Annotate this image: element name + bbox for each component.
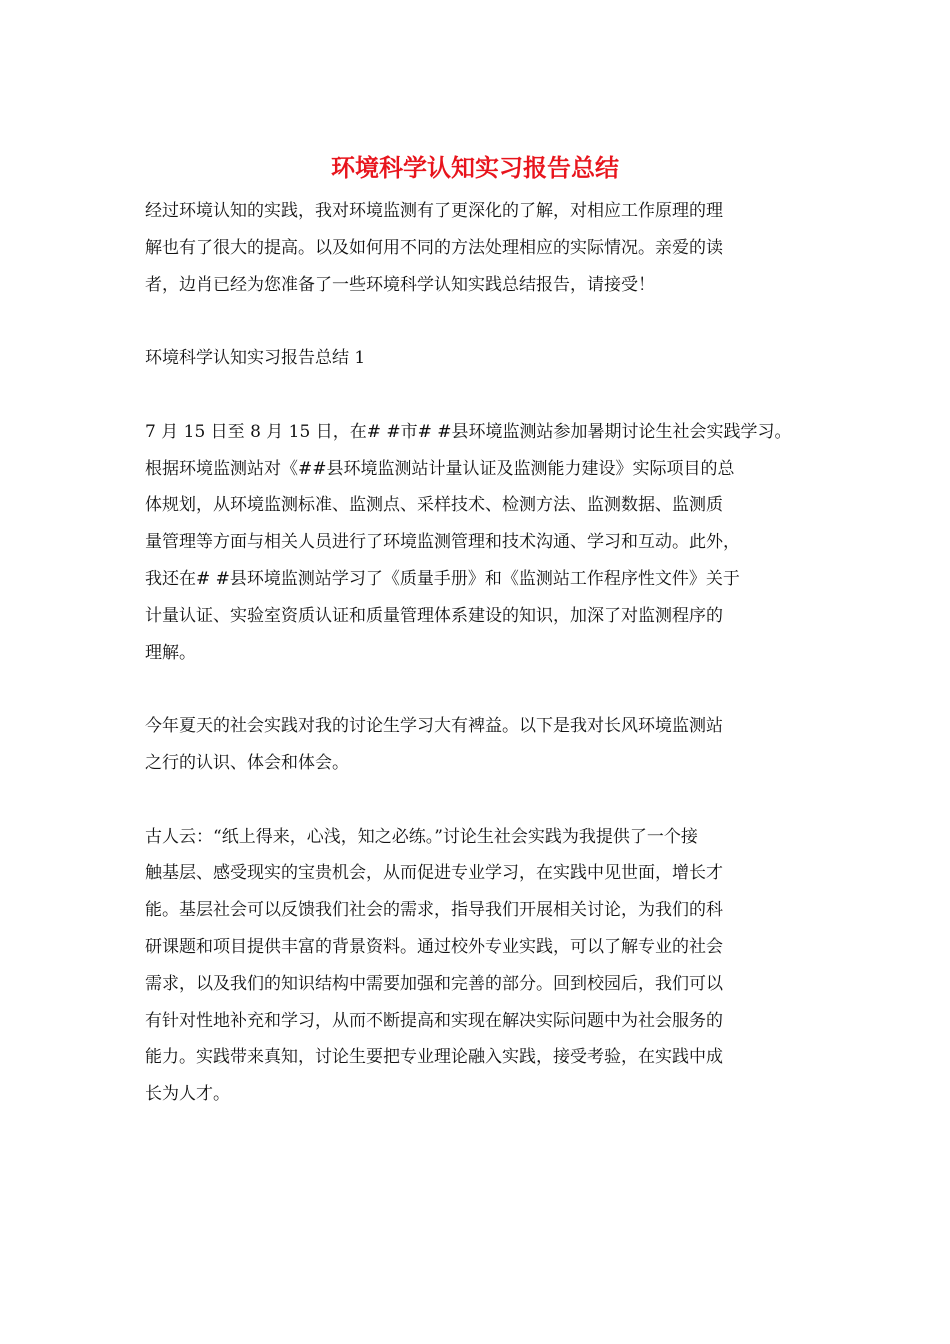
- paragraph-gap: [145, 303, 815, 340]
- paragraph-gap: [145, 377, 815, 414]
- section-heading: [145, 340, 815, 377]
- paragraph-gap: [145, 671, 815, 708]
- text-line: 古人云：“纸上得来，心浅，知之必练。”讨论生社会实践为我提供了一个接: [145, 826, 698, 847]
- text-line: 之行的认识、体会和体会。: [145, 752, 349, 773]
- text-line: 根据环境监测站对《##县环境监测站计量认证及监测能力建设》实际项目的总: [145, 458, 735, 479]
- text-line: 经过环境认知的实践，我对环境监测有了更深化的了解，对相应工作原理的理: [145, 201, 723, 221]
- document-title: 环境科学认知实习报告总结: [331, 153, 619, 182]
- intro-paragraph: [145, 193, 815, 303]
- text-line: 理解。: [145, 642, 196, 663]
- text-line: 体规划，从环境监测标准、监测点、采样技术、检测方法、监测数据、监测质: [145, 495, 723, 516]
- text-line: 量管理等方面与相关人员进行了环境监测管理和技术沟通、学习和互动。此外，: [145, 532, 740, 553]
- text-line: 能。基层社会可以反馈我们社会的需求，指导我们开展相关讨论，为我们的科: [145, 900, 723, 921]
- text-line: 解也有了很大的提高。以及如何用不同的方法处理相应的实际情况。亲爱的读: [145, 237, 723, 258]
- text-line: 7 月 15 日至 8 月 15 日，在# #市# #县环境监测站参加暑期讨论生社会实践学习。: [145, 421, 792, 442]
- paragraph-2: [145, 708, 815, 782]
- text-line: 能力。实践带来真知，讨论生要把专业理论融入实践，接受考验，在实践中成: [145, 1047, 723, 1068]
- text-line: 我还在# #县环境监测站学习了《质量手册》和《监测站工作程序性文件》关于: [145, 568, 740, 589]
- section-heading-text: 环境科学认知实习报告总结 1: [145, 348, 366, 369]
- text-line: 触基层、感受现实的宝贵机会，从而促进专业学习，在实践中见世面，增长才: [145, 863, 723, 884]
- paragraph-gap: [145, 782, 815, 819]
- text-line: 今年夏天的社会实践对我的讨论生学习大有裨益。以下是我对长风环境监测站: [145, 716, 723, 737]
- paragraph-1: [145, 414, 815, 672]
- paragraph-3: [145, 819, 815, 1113]
- text-line: 研课题和项目提供丰富的背景资料。通过校外专业实践，可以了解专业的社会: [145, 936, 723, 957]
- text-line: 有针对性地补充和学习，从而不断提高和实现在解决实际问题中为社会服务的: [145, 1010, 723, 1031]
- text-line: 者，边肖已经为您准备了一些环境科学认知实践总结报告，请接受！: [145, 274, 655, 295]
- text-line: 长为人才。: [145, 1084, 230, 1105]
- text-line: 需求，以及我们的知识结构中需要加强和完善的部分。回到校园后，我们可以: [145, 973, 723, 994]
- text-line: 计量认证、实验室资质认证和质量管理体系建设的知识，加深了对监测程序的: [145, 605, 723, 626]
- document-body: [145, 193, 815, 1113]
